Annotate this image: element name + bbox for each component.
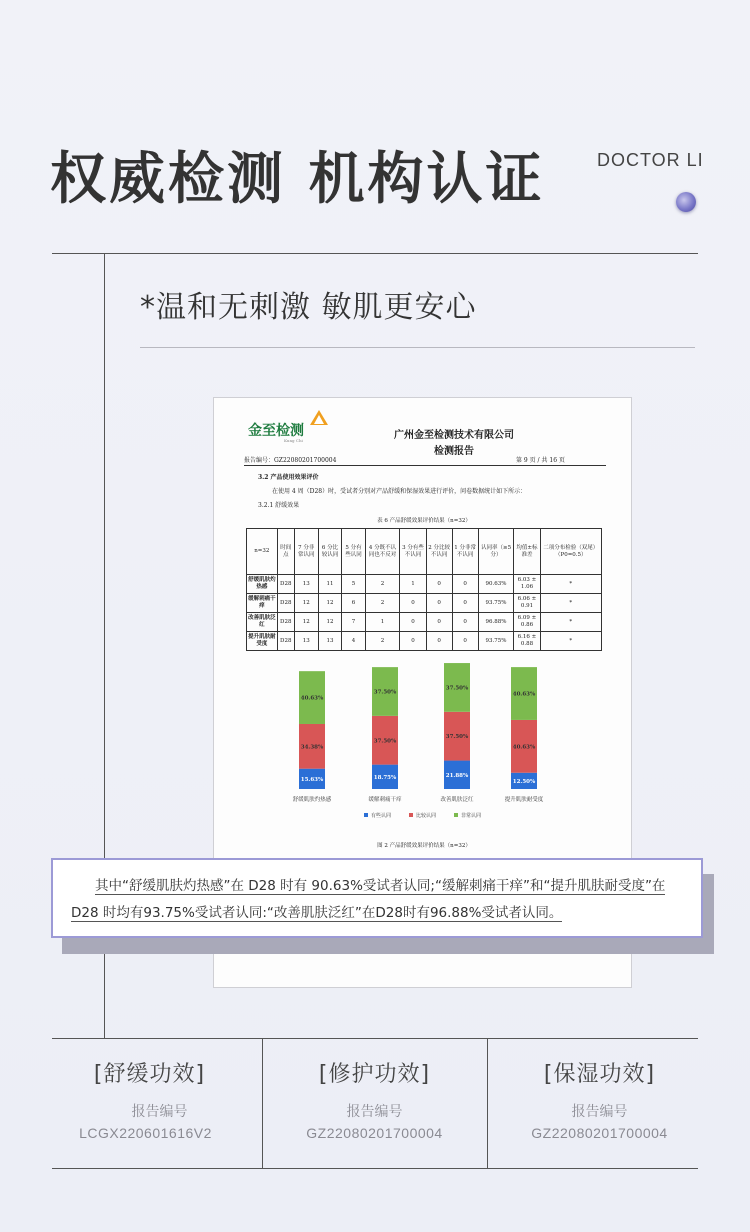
chart-category-label: 提升肌肤耐受度 bbox=[504, 797, 544, 803]
table-row bbox=[247, 594, 602, 613]
chart-category-label: 改善肌肤泛红 bbox=[440, 797, 474, 803]
table-caption: 表 6 产品舒缓效果评价结果（n=32） bbox=[377, 518, 471, 524]
table-header: 1 分非常不认同 bbox=[452, 529, 478, 575]
chart-data-label: 15.63% bbox=[300, 776, 324, 783]
table-header: 认同率（≥5 分） bbox=[478, 529, 514, 575]
chart-data-label: 40.63% bbox=[512, 691, 536, 698]
chart-legend-label: 比较认同 bbox=[416, 813, 437, 819]
table-cell: 改善肌肤泛红 bbox=[247, 613, 278, 632]
table-cell: 0 bbox=[452, 575, 478, 594]
callout-text-1: 其中“舒缓肌肤灼热感”在 D28 时有 90.63%受试者认同;“缓解刺痛干痒”和“提升肌肤耐受度”在 bbox=[95, 878, 666, 894]
report-header-rule bbox=[244, 465, 606, 466]
table-cell: 0 bbox=[400, 632, 426, 651]
summary-callout bbox=[51, 858, 703, 938]
table-cell: 0 bbox=[452, 613, 478, 632]
table-cell: 提升肌肤耐受度 bbox=[247, 632, 278, 651]
table-cell: * bbox=[540, 594, 601, 613]
chart-legend-swatch bbox=[409, 813, 413, 817]
cert-title-repair: [修护功效] bbox=[318, 1062, 431, 1087]
brand-name: DOCTOR LI bbox=[597, 150, 704, 170]
chart-data-label: 34.38% bbox=[300, 744, 324, 751]
section-subtitle: *温和无刺激 敏肌更安心 bbox=[140, 290, 477, 325]
cert-label: 报告编号 bbox=[571, 1103, 628, 1119]
chart-data-label: 37.50% bbox=[373, 738, 397, 745]
table-header: 6 分比较认同 bbox=[318, 529, 342, 575]
table-header: 5 分有些认同 bbox=[342, 529, 365, 575]
bottom-bottom-divider bbox=[52, 1168, 698, 1169]
report-page: 第 9 页 / 共 16 页 bbox=[516, 457, 565, 464]
report-section: 3.2 产品使用效果评价 bbox=[258, 474, 319, 481]
brand-dot-icon bbox=[676, 192, 696, 212]
chart-data-label: 21.88% bbox=[445, 772, 469, 779]
table-cell: 0 bbox=[400, 613, 426, 632]
table-cell: * bbox=[540, 632, 601, 651]
report-logo: 金至检测 bbox=[248, 423, 304, 439]
callout-text-2: D28 时均有93.75%受试者认同:“改善肌肤泛红”在D28时有96.88%受试者认同。 bbox=[71, 905, 563, 921]
table-cell: 2 bbox=[365, 575, 400, 594]
table-row bbox=[247, 632, 602, 651]
table-cell: 0 bbox=[426, 632, 452, 651]
report-intro: 在使用 4 周（D28）时，受试者分别对产品舒缓和保湿效果进行评价，问卷数据统计如下所示： bbox=[272, 488, 527, 495]
table-cell: 0 bbox=[426, 594, 452, 613]
table-cell: D28 bbox=[277, 613, 294, 632]
report-subsection: 3.2.1 舒缓效果 bbox=[258, 502, 300, 509]
table-cell: 0 bbox=[452, 594, 478, 613]
callout-line-1 bbox=[71, 873, 683, 900]
cert-code: LCGX220601616V2 bbox=[79, 1125, 212, 1141]
table-cell: 0 bbox=[452, 632, 478, 651]
stacked-bar-chart bbox=[274, 663, 584, 828]
table-header: 均值±标准差 bbox=[514, 529, 540, 575]
table-cell: 93.75% bbox=[478, 632, 514, 651]
chart-legend-label: 非常认同 bbox=[461, 813, 482, 819]
cert-label: 报告编号 bbox=[131, 1103, 188, 1119]
table-cell: 5 bbox=[342, 575, 365, 594]
table-cell: 13 bbox=[318, 632, 342, 651]
cert-title-soothing: [舒缓功效] bbox=[93, 1062, 206, 1087]
table-cell: 11 bbox=[318, 575, 342, 594]
table-cell: D28 bbox=[277, 575, 294, 594]
table-cell: 舒缓肌肤灼热感 bbox=[247, 575, 278, 594]
table-cell: 0 bbox=[400, 594, 426, 613]
table-cell: 6 bbox=[342, 594, 365, 613]
table-row bbox=[247, 613, 602, 632]
table-header: 3 分有些不认同 bbox=[400, 529, 426, 575]
table-header: n=32 bbox=[247, 529, 278, 575]
bottom-top-divider bbox=[52, 1038, 698, 1039]
table-header-row bbox=[247, 529, 602, 575]
table-cell: 6.09 ± 0.86 bbox=[514, 613, 540, 632]
table-cell: 96.88% bbox=[478, 613, 514, 632]
table-cell: * bbox=[540, 575, 601, 594]
table-cell: 1 bbox=[365, 613, 400, 632]
cert-code: GZ22080201700004 bbox=[306, 1125, 443, 1141]
cert-code: GZ22080201700004 bbox=[531, 1125, 668, 1141]
table-cell: 6.03 ± 1.06 bbox=[514, 575, 540, 594]
table-cell: 1 bbox=[400, 575, 426, 594]
table-row bbox=[247, 575, 602, 594]
table-cell: 2 bbox=[365, 594, 400, 613]
chart-data-label: 40.63% bbox=[300, 695, 324, 702]
chart-category-label: 缓解刺痛干痒 bbox=[368, 797, 402, 803]
chart-data-label: 37.50% bbox=[445, 734, 469, 741]
chart-legend-swatch bbox=[364, 813, 368, 817]
table-cell: 4 bbox=[342, 632, 365, 651]
table-cell: 6.06 ± 0.91 bbox=[514, 594, 540, 613]
results-table bbox=[246, 528, 602, 651]
table-cell: 12 bbox=[294, 613, 318, 632]
chart-data-label: 18.75% bbox=[373, 774, 397, 781]
cert-label: 报告编号 bbox=[346, 1103, 403, 1119]
figure-caption: 图 2 产品舒缓效果评价结果（n=32） bbox=[377, 843, 471, 849]
table-cell: 0 bbox=[426, 613, 452, 632]
table-cell: 缓解刺痛干痒 bbox=[247, 594, 278, 613]
table-cell: 12 bbox=[294, 594, 318, 613]
chart-legend-swatch bbox=[454, 813, 458, 817]
top-divider bbox=[52, 253, 698, 254]
chart-legend-label: 有些认同 bbox=[371, 813, 392, 819]
callout-line-2 bbox=[71, 900, 683, 927]
table-cell: D28 bbox=[277, 632, 294, 651]
table-cell: 6.16 ± 0.88 bbox=[514, 632, 540, 651]
chart-data-label: 12.50% bbox=[512, 778, 536, 785]
table-cell: 12 bbox=[318, 594, 342, 613]
report-title: 检测报告 bbox=[434, 446, 474, 457]
table-cell: 12 bbox=[318, 613, 342, 632]
table-cell: 2 bbox=[365, 632, 400, 651]
table-header: 二项分布检验（双尾）（P0=0.5） bbox=[540, 529, 601, 575]
chart-data-label: 40.63% bbox=[512, 744, 536, 751]
report-logo-sub: Kung Chi bbox=[284, 438, 303, 443]
table-cell: 93.75% bbox=[478, 594, 514, 613]
chart-data-label: 37.50% bbox=[373, 689, 397, 696]
table-header: 2 分比较不认同 bbox=[426, 529, 452, 575]
table-header: 7 分非常认同 bbox=[294, 529, 318, 575]
report-number: 报告编号：GZ22080201700004 bbox=[244, 457, 337, 464]
subtitle-rule bbox=[140, 347, 695, 348]
logo-mark-icon bbox=[309, 409, 329, 427]
table-cell: 0 bbox=[426, 575, 452, 594]
page-title: 权威检测 机构认证 bbox=[50, 147, 545, 212]
table-cell: D28 bbox=[277, 594, 294, 613]
table-cell: 7 bbox=[342, 613, 365, 632]
table-header: 时间点 bbox=[277, 529, 294, 575]
table-cell: * bbox=[540, 613, 601, 632]
cert-title-moisture: [保湿功效] bbox=[543, 1062, 656, 1087]
table-cell: 90.63% bbox=[478, 575, 514, 594]
chart-category-label: 舒缓肌肤灼热感 bbox=[292, 797, 332, 803]
table-cell: 13 bbox=[294, 575, 318, 594]
table-cell: 13 bbox=[294, 632, 318, 651]
table-header: 4 分既不认同也不反对 bbox=[365, 529, 400, 575]
chart-data-label: 37.50% bbox=[445, 685, 469, 692]
report-company: 广州金至检测技术有限公司 bbox=[394, 430, 514, 441]
